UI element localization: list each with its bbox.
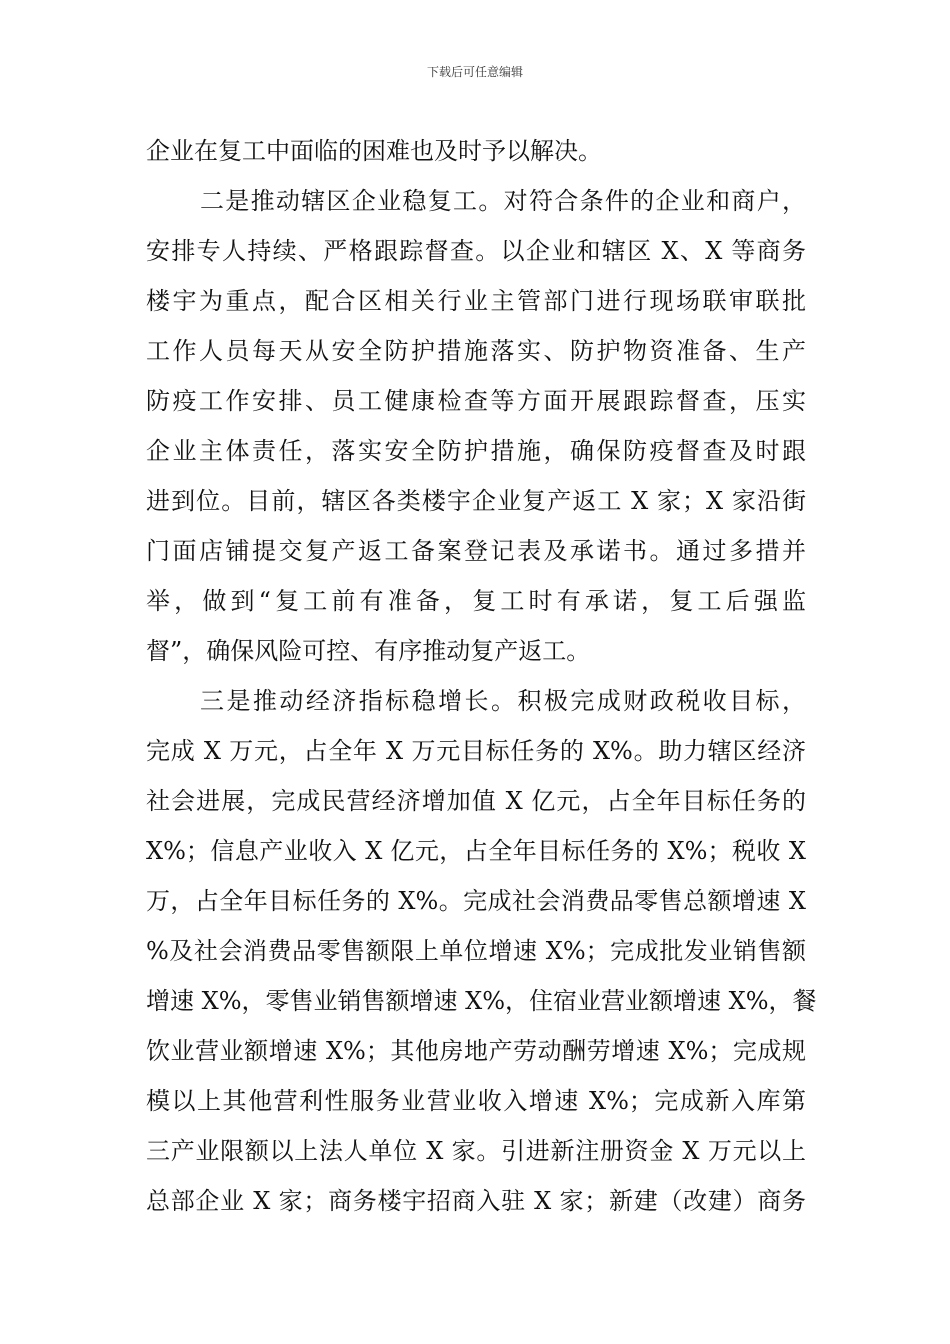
paragraph-start-line: 三是推动经济指标稳增长。积极完成财政税收目标， [200,687,806,715]
text-line: 完成 X 万元，占全年 X 万元目标任务的 X%。助力辖区经济 [146,737,806,765]
text-line: 饮业营业额增速 X%；其他房地产劳动酬劳增速 X%；完成规 [146,1037,806,1065]
page-header: 下载后可任意编辑 [426,65,523,79]
text-line: 社会进展，完成民营经济增加值 X 亿元，占全年目标任务的 [146,787,806,815]
paragraph-start-line: 二是推动辖区企业稳复工。对符合条件的企业和商户， [200,187,806,215]
text-line: 防疫工作安排、员工健康检查等方面开展跟踪督查，压实 [146,387,806,415]
text-line: 督”，确保风险可控、有序推动复产返工。 [146,637,591,665]
text-line: 模以上其他营利性服务业营业收入增速 X%；完成新入库第 [146,1087,806,1115]
text-line: 安排专人持续、严格跟踪督查。以企业和辖区 X、X 等商务 [146,237,806,265]
text-line: 企业主体责任，落实安全防护措施，确保防疫督查及时跟 [146,437,806,465]
text-line: 门面店铺提交复产返工备案登记表及承诺书。通过多措并 [146,537,806,565]
text-line: 三产业限额以上法人单位 X 家。引进新注册资金 X 万元以上 [146,1137,806,1165]
text-line: %及社会消费品零售额限上单位增速 X%；完成批发业销售额 [146,937,806,965]
text-line: 举，做到“复工前有准备，复工时有承诺，复工后强监 [146,587,806,615]
text-line: 工作人员每天从安全防护措施落实、防护物资准备、生产 [146,337,806,365]
text-line: 万，占全年目标任务的 X%。完成社会消费品零售总额增速 X [146,887,806,915]
text-line: 楼宇为重点，配合区相关行业主管部门进行现场联审联批 [146,287,806,315]
document-body [146,126,817,1226]
text-line: 进到位。目前，辖区各类楼宇企业复产返工 X 家；X 家沿街 [146,487,806,515]
text-line: 增速 X%，零售业销售额增速 X%，住宿业营业额增速 X%，餐 [146,987,817,1015]
text-line: X%；信息产业收入 X 亿元，占全年目标任务的 X%；税收 X [146,837,806,865]
text-line: 总部企业 X 家；商务楼宇招商入驻 X 家；新建（改建）商务 [146,1187,806,1215]
text-line: 企业在复工中面临的困难也及时予以解决。 [146,137,602,165]
